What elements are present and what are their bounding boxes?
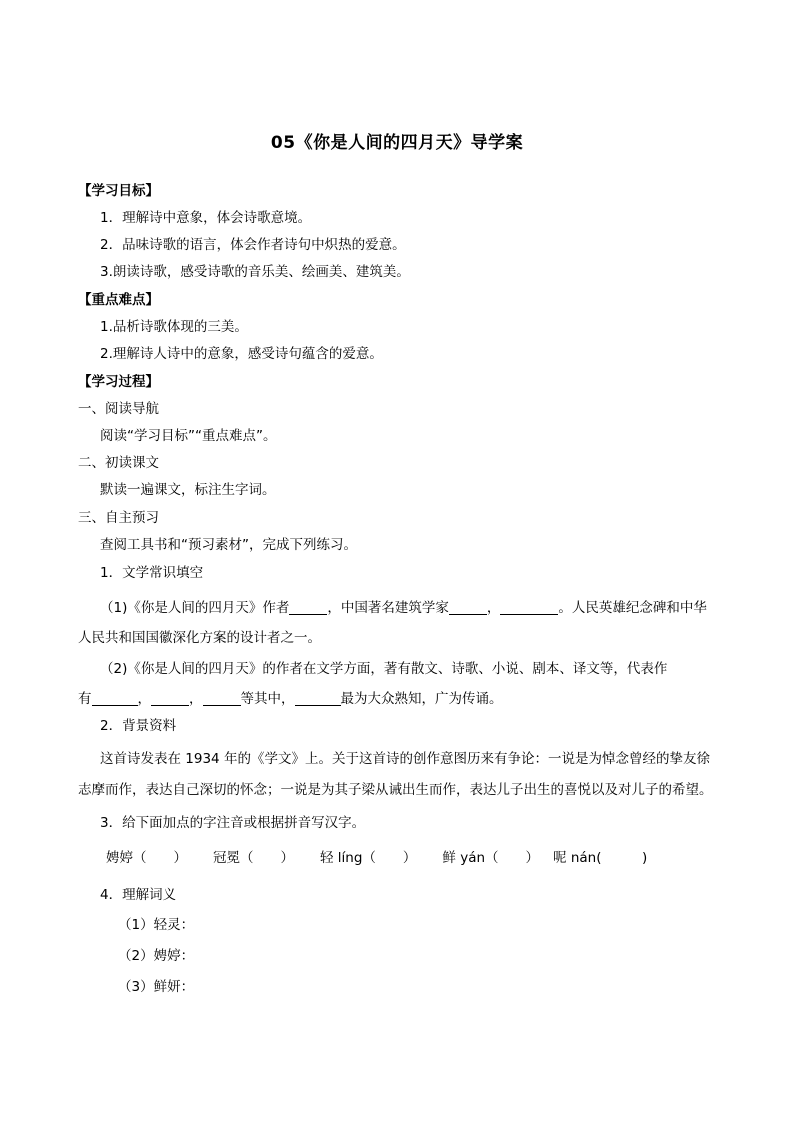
q2-line2: 志摩而作，表达自己深切的怀念；一说是为其子梁从诫出生而作，表达儿子出生的喜悦以及对儿子的希望。 — [78, 782, 713, 798]
q4-item: （3）鲜妍： — [118, 979, 195, 995]
objective-item: 3.朗读诗歌，感受诗歌的音乐美、绘画美、建筑美。 — [100, 264, 410, 280]
q1-a-line1 — [100, 599, 707, 617]
answer-blank[interactable] — [449, 600, 487, 615]
keypoints-heading: 【重点难点】 — [78, 292, 159, 308]
answer-blank[interactable] — [500, 600, 558, 615]
step3-title: 三、自主预习 — [78, 510, 159, 526]
q1-b-text-1: 有 — [78, 691, 92, 707]
objective-item: 2．品味诗歌的语言，体会作者诗句中炽热的爱意。 — [100, 237, 406, 253]
q4-item: （2）娉婷： — [118, 948, 195, 964]
q3-item: 娉婷（ ） — [106, 850, 187, 866]
keypoint-item: 1.品析诗歌体现的三美。 — [100, 319, 248, 335]
q1-b-text-3: ， — [189, 691, 203, 707]
q3-item: 轻 líng（ ） — [320, 850, 417, 866]
q3-items — [106, 849, 647, 867]
q2-title: 2．背景资料 — [100, 718, 177, 734]
document-title: 05《你是人间的四月天》导学案 — [270, 133, 524, 153]
answer-blank[interactable] — [295, 691, 341, 706]
q3-item: 呢 nán( ) — [553, 850, 648, 866]
q3-item: 冠冕（ ） — [213, 850, 294, 866]
q1-a-line2: 人民共和国国徽深化方案的设计者之一。 — [78, 630, 321, 646]
step1-text: 阅读“学习目标”“重点难点”。 — [100, 428, 277, 444]
q1-a-text-2: ，中国著名建筑学家 — [327, 600, 449, 616]
q4-title: 4．理解词义 — [100, 887, 177, 903]
answer-blank[interactable] — [92, 691, 138, 706]
q1-title: 1．文学常识填空 — [100, 565, 204, 581]
q1-b-line1: （2)《你是人间的四月天》的作者在文学方面，著有散文、诗歌、小说、剧本、译文等，代表作 — [100, 661, 668, 677]
step3-text: 查阅工具书和“预习素材”，完成下列练习。 — [100, 537, 357, 553]
step2-title: 二、初读课文 — [78, 455, 159, 471]
q1-b-text-5: 最为大众熟知，广为传诵。 — [340, 691, 503, 707]
q3-title: 3．给下面加点的字注音或根据拼音写汉字。 — [100, 815, 366, 831]
q3-item: 鲜 yán（ ） — [442, 850, 540, 866]
step2-text: 默读一遍课文，标注生字词。 — [100, 482, 276, 498]
objective-item: 1．理解诗中意象，体会诗歌意境。 — [100, 210, 312, 226]
q1-a-text-4: 。人民英雄纪念碑和中华 — [558, 600, 707, 616]
q1-b-text-4: 等其中， — [240, 691, 295, 707]
q1-b-line2 — [78, 690, 503, 708]
q1-a-text-3: ， — [486, 600, 501, 616]
answer-blank[interactable] — [289, 600, 327, 615]
objectives-heading: 【学习目标】 — [78, 183, 159, 199]
q1-a-text-1: （1)《你是人间的四月天》作者 — [100, 600, 290, 616]
q1-b-text-2: ， — [137, 691, 151, 707]
answer-blank[interactable] — [203, 691, 241, 706]
q4-item: （1）轻灵： — [118, 917, 195, 933]
process-heading: 【学习过程】 — [78, 374, 159, 390]
keypoint-item: 2.理解诗人诗中的意象，感受诗句蕴含的爱意。 — [100, 346, 383, 362]
answer-blank[interactable] — [151, 691, 189, 706]
step1-title: 一、阅读导航 — [78, 401, 159, 417]
q2-line1: 这首诗发表在 1934 年的《学文》上。关于这首诗的创作意图历来有争论：一说是为悼念曾经的挚友徐 — [100, 751, 710, 767]
